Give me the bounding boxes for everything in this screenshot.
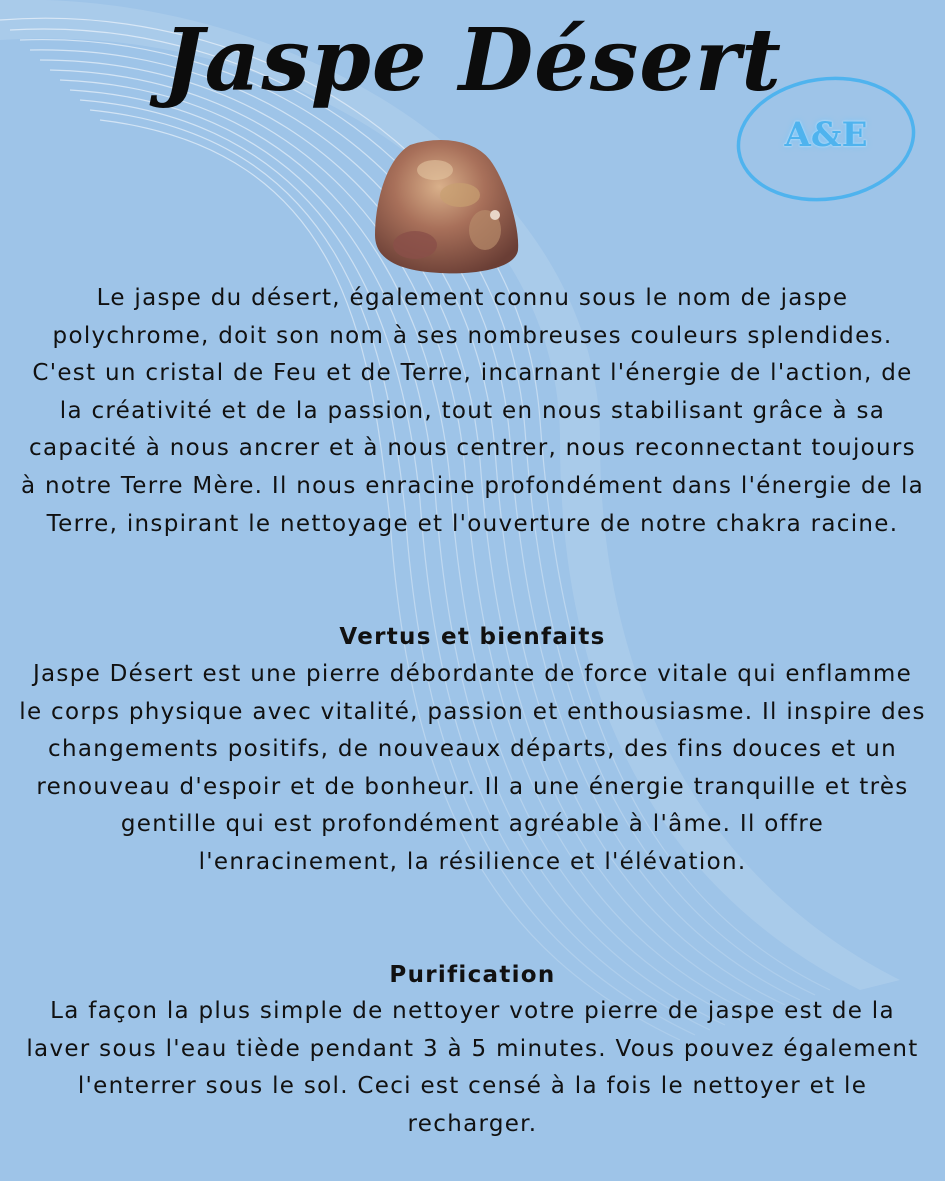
logo-text: A&E: [784, 115, 868, 155]
section-heading-vertus: Vertus et bienfaits: [339, 624, 606, 650]
section-heading-purification: Purification: [389, 962, 556, 988]
jasper-stone-image: [370, 135, 525, 277]
section-text-purification: La façon la plus simple de nettoyer votre pierre de jaspe est de la laver sous l'eau tiède pendant 3 à 5 minutes. Vous pouvez également l'enterrer sous le sol. Ceci est censé à la fois le nettoyer et le recharger.: [26, 998, 919, 1137]
page-title: Jaspe Désert: [162, 10, 783, 111]
section-text-vertus: Jaspe Désert est une pierre débordante de force vitale qui enflamme le corps physique avec vitalité, passion et enthousiasme. Il inspire des changements positifs, de nouveaux départs, des fins douces et un renouveau d'espoir et de bonheur. Il a une énergie tranquille et très gentille qui est profondément agréable à l'âme. Il offre l'enracinement, la résilience et l'élévation.: [19, 661, 926, 875]
intro-paragraph: Le jaspe du désert, également connu sous le nom de jaspe polychrome, doit son nom à ses nombreuses couleurs splendides. C'est un cristal de Feu et de Terre, incarnant l'énergie de l'action, de la créativité et de la passion, tout en nous stabilisant grâce à sa capacité à nous ancrer et à nous centrer, nous reconnectant toujours à notre Terre Mère. Il nous enracine profondément dans l'énergie de la Terre, inspirant le nettoyage et l'ouverture de notre chakra racine.: [20, 285, 925, 537]
